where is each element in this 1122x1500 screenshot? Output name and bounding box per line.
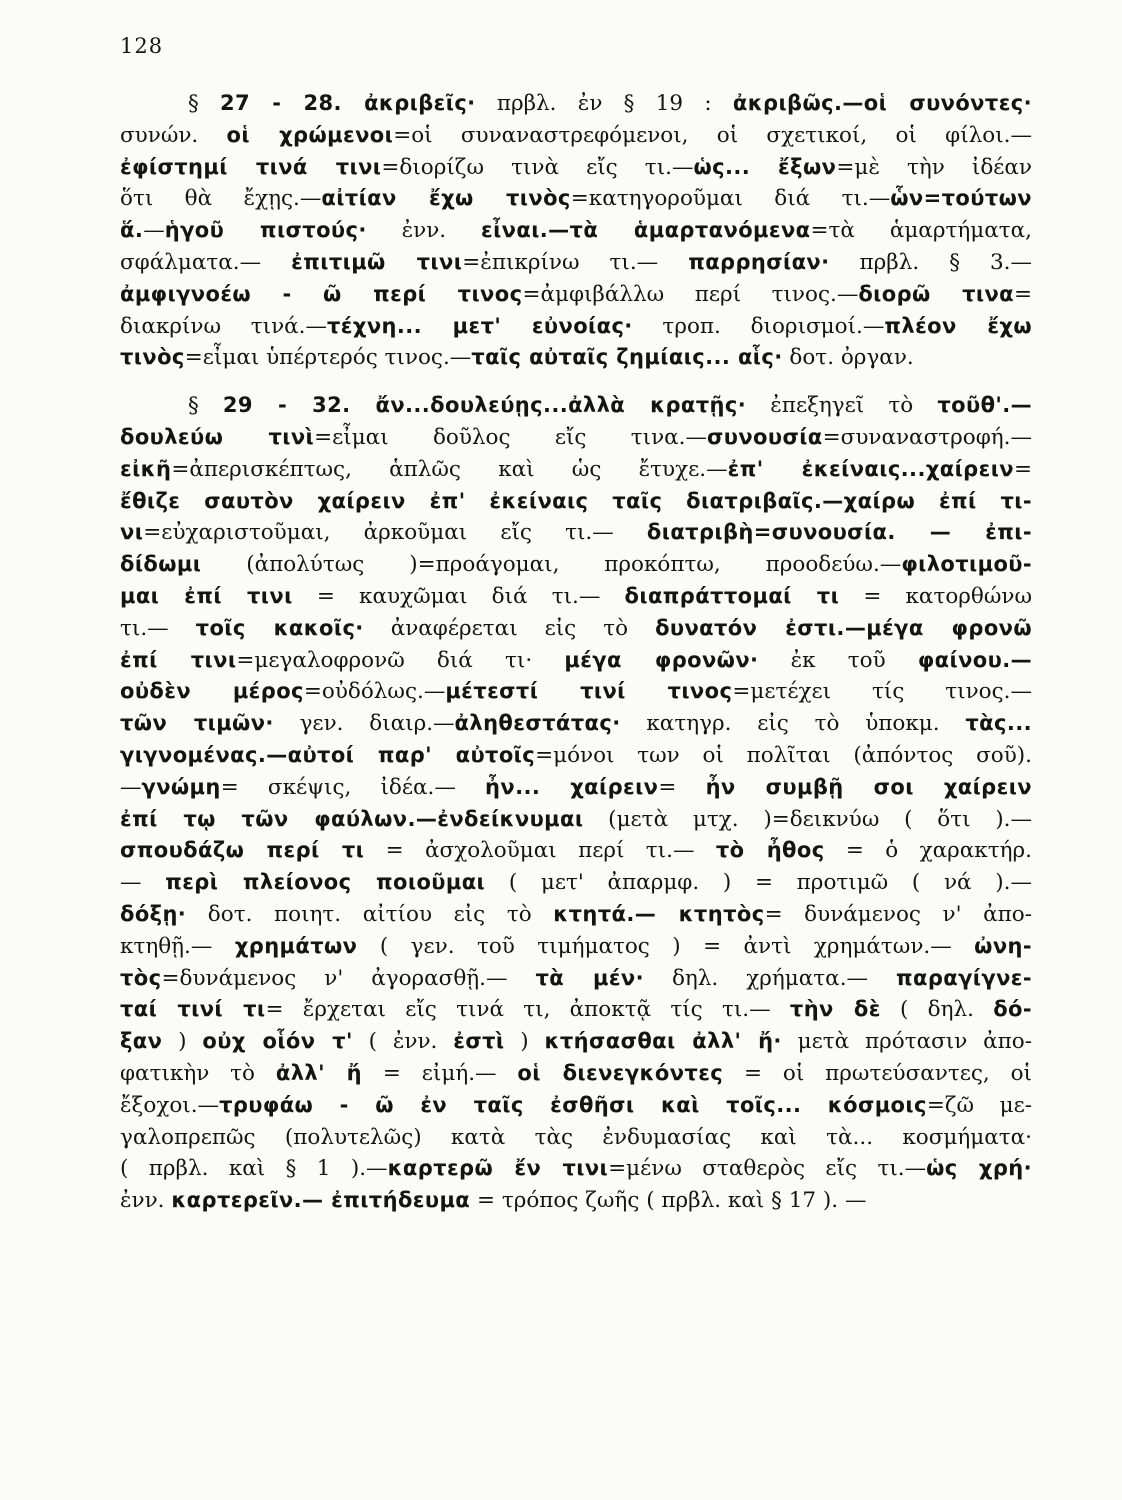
bold-term: ἀκριβῶς.—οἱ συνόντες· xyxy=(732,91,1033,115)
text-line xyxy=(120,1090,1032,1122)
text-line xyxy=(120,613,1032,645)
plain-text: — xyxy=(143,218,165,244)
bold-term: μέτεστί τινί τινος xyxy=(445,679,733,704)
text-line xyxy=(120,1026,1032,1058)
bold-term: φαίνου.— xyxy=(917,647,1032,672)
plain-text: =ἀπερισκέπτως, ἁπλῶς καὶ ὡς ἔτυχε.— xyxy=(171,456,728,482)
bold-term: τῶν τιμῶν· xyxy=(120,711,274,736)
text-line xyxy=(120,1122,1032,1154)
bold-term: ἦν... χαίρειν xyxy=(485,774,659,799)
bold-term: τὰ μέν· xyxy=(535,965,644,990)
bold-term: μαι ἐπί τινι xyxy=(120,583,293,608)
plain-text: § xyxy=(188,393,223,419)
plain-text: ) xyxy=(162,1029,203,1055)
plain-text: = οἱ πρωτεύσαντες, οἱ xyxy=(723,1060,1032,1086)
plain-text: ( μετ' ἀπαρμφ. ) = προτιμῶ ( νά ).— xyxy=(485,870,1032,896)
bold-term: σπουδάζω περί τι xyxy=(120,838,365,863)
text-line xyxy=(120,486,1032,518)
bold-term: κτήσασθαι ἀλλ' ἤ· xyxy=(544,1029,782,1054)
bold-term: διορῶ τινα xyxy=(858,281,1014,306)
plain-text: ( ἐνν. xyxy=(352,1029,454,1055)
paragraph xyxy=(120,390,1032,1217)
bold-term: ἐπί τινι xyxy=(120,647,237,672)
plain-text: = xyxy=(1013,456,1032,482)
bold-term: δουλεύω τινὶ xyxy=(120,424,315,449)
bold-term: ἀλλ' ἤ xyxy=(275,1060,363,1085)
plain-text: ἐπεξηγεῖ τὸ xyxy=(746,393,938,419)
bold-term: ὠνη- xyxy=(974,933,1032,958)
plain-text: ἐνν. xyxy=(120,1188,172,1214)
plain-text: μετὰ πρότασιν ἀπο- xyxy=(781,1029,1033,1055)
plain-text: ) xyxy=(504,1029,545,1055)
plain-text: =τὰ ἁμαρτήματα, xyxy=(810,218,1032,244)
text-line xyxy=(120,183,1032,215)
plain-text: ὅτι θὰ ἔχῃς.— xyxy=(120,186,322,212)
plain-text: = ἔρχεται εἴς τινά τι, ἀποκτᾷ τίς τι.— xyxy=(265,997,790,1023)
plain-text: =εἶμαι ὑπέρτερός τινος.— xyxy=(184,345,472,371)
plain-text: =μόνοι των οἱ πολῖται (ἀπόντος σοῦ). xyxy=(535,742,1033,768)
bold-term: νι xyxy=(120,520,144,545)
bold-term: ἐπ' ἐκείναις...χαίρειν xyxy=(727,456,1014,481)
text-line xyxy=(120,931,1032,963)
plain-text: =μένω σταθερὸς εἴς τι.— xyxy=(608,1156,927,1182)
plain-text: = ἀσχολοῦμαι περί τι.— xyxy=(364,838,716,864)
text-line xyxy=(120,120,1032,152)
plain-text: =οὐδόλως.— xyxy=(303,679,446,705)
paragraph-gap xyxy=(120,374,1032,390)
text-line xyxy=(120,390,1032,422)
bold-term: τὸς xyxy=(120,965,162,990)
plain-text: = εἰμή.— xyxy=(362,1060,518,1086)
bold-term: παραγίγνε- xyxy=(896,965,1032,990)
plain-text: =εὐχαριστοῦμαι, ἀρκοῦμαι εἴς τι.— xyxy=(143,520,647,546)
text-line xyxy=(120,804,1032,836)
plain-text: γαλοπρεπῶς (πολυτελῶς) κατὰ τὰς ἐνδυμασίας καὶ τὰ... κοσμήματα· xyxy=(120,1124,1032,1150)
text-line xyxy=(120,549,1032,581)
bold-term: ταί τινί τι xyxy=(120,997,266,1022)
bold-term: αἰτίαν ἔχω τινὸς xyxy=(321,186,571,211)
text-line xyxy=(120,247,1032,279)
plain-text: = σκέψις, ἰδέα.— xyxy=(220,774,486,800)
plain-text: φατικὴν τὸ xyxy=(120,1060,276,1086)
bold-term: φιλοτιμοῦ- xyxy=(901,552,1032,577)
plain-text: =οἱ συναναστρεφόμενοι, οἱ σχετικοί, οἱ φίλοι.— xyxy=(393,122,1032,148)
bold-term: περὶ πλείονος ποιοῦμαι xyxy=(165,870,486,895)
plain-text: § xyxy=(188,91,221,116)
bold-term: γιγνομένας.—αὐτοί παρ' αὐτοῖς xyxy=(120,742,536,767)
text-line xyxy=(120,1185,1032,1217)
plain-text: = δυνάμενος ν' ἀπο- xyxy=(764,901,1032,927)
plain-text: δοτ. ποιητ. αἰτίου εἰς τὸ xyxy=(186,901,554,927)
bold-term: πλέον ἔχω xyxy=(884,313,1033,338)
text-line xyxy=(120,1058,1032,1090)
plain-text: =κατηγοροῦμαι διά τι.— xyxy=(570,186,891,212)
plain-text: ( δηλ. xyxy=(880,997,994,1023)
plain-text: κατηγρ. εἰς τὸ ὑποκμ. xyxy=(620,711,966,737)
plain-text: = κατορθώνω xyxy=(839,583,1033,609)
bold-term: οἱ διενεγκόντες xyxy=(517,1060,724,1085)
bold-term: ξαν xyxy=(120,1029,163,1054)
plain-text: πρβλ. ἐν § 19 : xyxy=(475,91,733,116)
bold-term: ὧν=τούτων xyxy=(890,186,1032,211)
bold-term: χρημάτων xyxy=(234,933,358,958)
bold-term: δυνατόν ἐστι.—μέγα φρονῶ xyxy=(655,615,1033,640)
bold-term: ἐπί τῳ τῶν φαύλων.—ἐνδείκνυμαι xyxy=(120,806,584,831)
plain-text: (ἀπολύτως )=προάγομαι, προκόπτω, προοδεύω.— xyxy=(201,552,902,578)
commentary-text xyxy=(120,88,1032,1217)
bold-term: 27 - 28. ἀκριβεῖς· xyxy=(220,91,476,115)
text-line xyxy=(120,517,1032,549)
text-line xyxy=(120,899,1032,931)
bold-term: ἐστὶ xyxy=(453,1029,505,1054)
plain-text: πρβλ. § 3.— xyxy=(829,249,1032,275)
bold-term: ἡγοῦ πιστούς· xyxy=(164,218,367,243)
bold-term: δόξῃ· xyxy=(120,901,187,926)
plain-text: ἐνν. xyxy=(366,218,481,244)
text-line xyxy=(120,740,1032,772)
bold-term: δό- xyxy=(993,997,1033,1022)
bold-term: διατριβὴ=συνουσία. — ἐπι- xyxy=(646,520,1032,545)
bold-term: ἀμφιγνοέω - ῶ περί τινος xyxy=(120,281,523,306)
plain-text: = τρόπος ζωῆς ( πρβλ. καὶ § 17 ). — xyxy=(470,1188,867,1214)
plain-text: (μετὰ μτχ. )=δεικνύω ( ὅτι ).— xyxy=(583,806,1032,832)
plain-text: =ζῶ με- xyxy=(926,1092,1032,1118)
text-line xyxy=(120,1153,1032,1185)
plain-text: =μεγαλοφρονῶ διά τι· xyxy=(236,647,565,673)
text-line xyxy=(120,994,1032,1026)
text-line xyxy=(120,311,1032,343)
bold-term: τὰς... xyxy=(965,711,1032,736)
text-line xyxy=(120,645,1032,677)
bold-term: τρυφάω - ῶ ἐν ταῖς ἐσθῆσι καὶ τοῖς... κόσμοις xyxy=(219,1092,927,1117)
plain-text: συνών. xyxy=(120,122,227,148)
plain-text: =μετέχει τίς τινος.— xyxy=(732,679,1032,705)
bold-term: ἅ. xyxy=(120,218,144,243)
page-number: 128 xyxy=(120,34,164,58)
text-line xyxy=(120,422,1032,454)
bold-term: ὡς... ἔξων xyxy=(693,154,837,179)
bold-term: τοῖς κακοῖς· xyxy=(195,615,364,640)
plain-text: =δυνάμενος ν' ἀγορασθῇ.— xyxy=(161,965,536,991)
bold-term: ἐπιτιμῶ τινι xyxy=(291,249,463,274)
bold-term: ἀληθεστάτας· xyxy=(454,711,621,736)
plain-text: τροπ. διορισμοί.— xyxy=(632,313,885,339)
bold-term: ἐφίστημί τινά τινι xyxy=(120,154,382,179)
plain-text: =μὲ τὴν ἰδέαν xyxy=(836,154,1032,180)
plain-text: =ἐπικρίνω τι.— xyxy=(462,249,689,275)
bold-term: καρτερῶ ἔν τινι xyxy=(387,1156,609,1181)
plain-text: σφάλματα.— xyxy=(120,249,292,275)
text-line xyxy=(120,963,1032,995)
bold-term: δίδωμι xyxy=(120,552,202,577)
plain-text: — xyxy=(120,870,166,896)
text-line xyxy=(120,708,1032,740)
plain-text: = xyxy=(658,774,706,800)
plain-text: ἀναφέρεται εἰς τὸ xyxy=(363,615,656,641)
plain-text: — xyxy=(120,774,142,800)
paragraph xyxy=(120,88,1032,374)
plain-text: =ἀμφιβάλλω περί τινος.— xyxy=(522,281,859,307)
bold-term: εἰκῆ xyxy=(120,456,172,481)
text-line xyxy=(120,835,1032,867)
bold-term: ἦν συμβῇ σοι χαίρειν xyxy=(705,774,1032,799)
bold-term: τὸ ἦθος xyxy=(715,838,825,863)
bold-term: διαπράττομαί τι xyxy=(624,583,840,608)
bold-term: οἱ χρώμενοι xyxy=(226,122,394,147)
bold-term: εἶναι.—τὰ ἁμαρτανόμενα xyxy=(480,218,811,243)
plain-text: γεν. διαιρ.— xyxy=(273,711,455,737)
text-line xyxy=(120,772,1032,804)
plain-text: τι.— xyxy=(120,615,196,641)
bold-term: τέχνη... μετ' εὐνοίας· xyxy=(327,313,633,338)
text-line xyxy=(120,342,1032,374)
plain-text: ἔξοχοι.— xyxy=(120,1092,220,1118)
bold-term: ἔθιζε σαυτὸν χαίρειν ἐπ' ἐκείναις ταῖς διατριβαῖς.—χαίρω ἐπί τι- xyxy=(120,488,1032,513)
text-line xyxy=(120,867,1032,899)
bold-term: οὐδὲν μέρος xyxy=(120,679,304,704)
plain-text: δοτ. ὀργαν. xyxy=(782,345,914,371)
text-line xyxy=(120,676,1032,708)
text-line xyxy=(120,215,1032,247)
plain-text: = ὁ χαρακτήρ. xyxy=(824,838,1032,864)
bold-term: γνώμη xyxy=(141,774,221,799)
bold-term: τινὸς xyxy=(120,345,185,370)
plain-text: =συναναστροφή.— xyxy=(822,424,1033,450)
bold-term: οὐχ οἷόν τ' xyxy=(202,1029,353,1054)
bold-term: ὡς χρή· xyxy=(926,1156,1032,1181)
plain-text: = xyxy=(1014,281,1033,307)
plain-text: ἐκ τοῦ xyxy=(758,647,918,673)
bold-term: καρτερεῖν.— ἐπιτήδευμα xyxy=(171,1188,471,1213)
text-line xyxy=(120,581,1032,613)
text-line xyxy=(120,88,1032,120)
bold-term: ταῖς αὐταῖς ζημίαις... αἷς· xyxy=(471,345,783,370)
bold-term: τοῦθ'.— xyxy=(937,393,1033,418)
plain-text: = καυχῶμαι διά τι.— xyxy=(292,583,625,609)
plain-text: =εἶμαι δοῦλος εἴς τινα.— xyxy=(314,424,708,450)
text-line xyxy=(120,454,1032,486)
bold-term: τὴν δὲ xyxy=(789,997,881,1022)
plain-text: κτηθῇ.— xyxy=(120,933,235,959)
text-line xyxy=(120,279,1032,311)
plain-text: διακρίνω τινά.— xyxy=(120,313,327,339)
bold-term: κτητά.— κτητὸς xyxy=(553,901,765,926)
bold-term: μέγα φρονῶν· xyxy=(564,647,759,672)
bold-term: συνουσία xyxy=(707,424,823,449)
text-line xyxy=(120,152,1032,184)
plain-text: =διορίζω τινὰ εἴς τι.— xyxy=(381,154,694,180)
bold-term: παρρησίαν· xyxy=(688,249,830,274)
plain-text: ( γεν. τοῦ τιμήματος ) = ἀντὶ χρημάτων.— xyxy=(357,933,975,959)
bold-term: 29 - 32. ἄν...δουλεύῃς...ἀλλὰ κρατῇς· xyxy=(222,393,747,418)
plain-text: δηλ. χρήματα.— xyxy=(644,965,896,991)
plain-text: ( πρβλ. καὶ § 1 ).— xyxy=(120,1156,388,1182)
